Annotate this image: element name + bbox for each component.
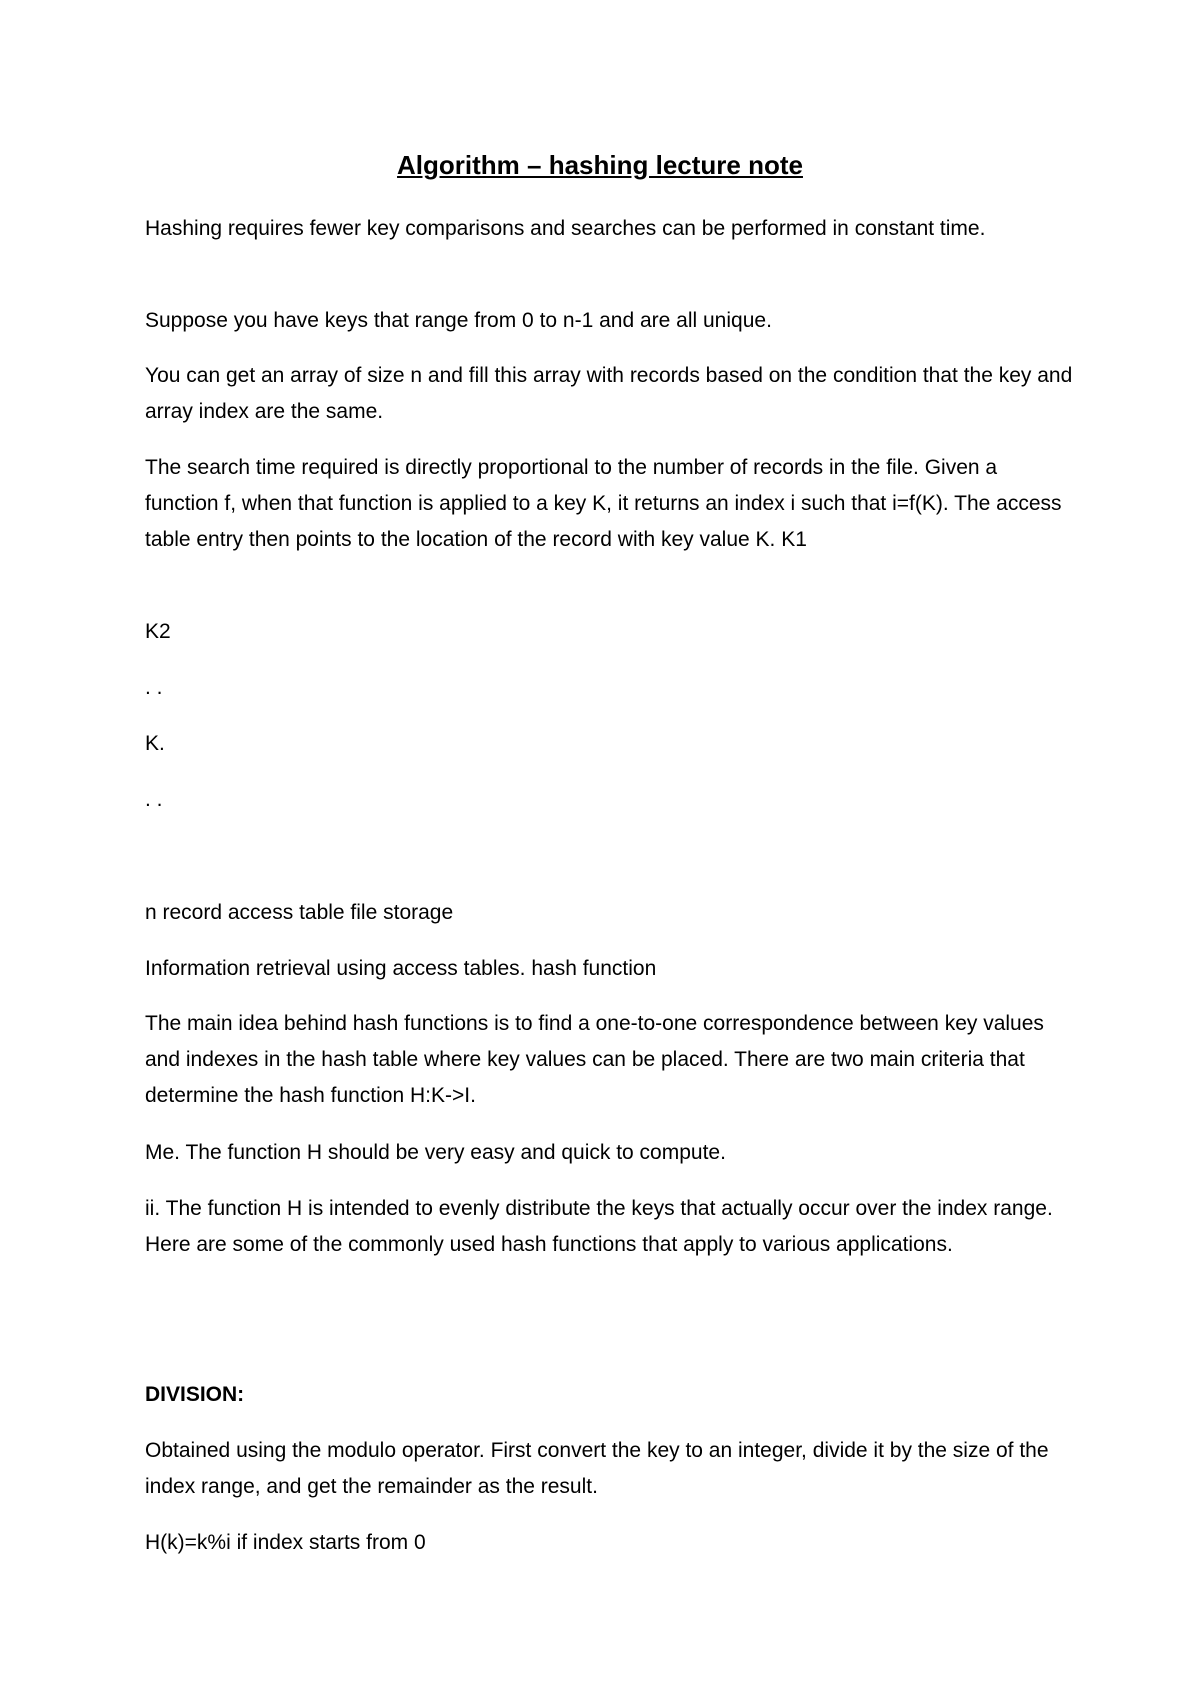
list-item-k2: K2 [145, 620, 171, 643]
list-item-k: K. [145, 732, 165, 755]
paragraph-hashing-intro: Hashing requires fewer key comparisons and searches can be performed in constant time. [145, 217, 986, 240]
paragraph-access-table-label: n record access table file storage [145, 901, 454, 924]
paragraph-keys-range: Suppose you have keys that range from 0 to n-1 and are all unique. [145, 309, 772, 332]
paragraph-information-retrieval: Information retrieval using access tables. hash function [145, 957, 657, 980]
paragraph-criterion-one: Me. The function H should be very easy and quick to compute. [145, 1141, 726, 1164]
paragraph-array-size: You can get an array of size n and fill this array with records based on the condition that the key and array index are the same. [145, 364, 1073, 423]
paragraph-main-idea: The main idea behind hash functions is to find a one-to-one correspondence between key values and indexes in the hash table where key values can be placed. There are two main criteria that determine the hash function H:K->I. [145, 1012, 1044, 1107]
list-item-ellipsis: . . [145, 788, 163, 811]
paragraph-search-time: The search time required is directly proportional to the number of records in the file. Given a function f, when that function is applied to a key K, it returns an index i such that i=f(K). The access table entry then points to the location of the record with key value K. K1 [145, 456, 1062, 551]
paragraph-formula: H(k)=k%i if index starts from 0 [145, 1531, 426, 1554]
document-title: Algorithm – hashing lecture note [397, 150, 803, 180]
paragraph-criterion-two: ii. The function H is intended to evenly distribute the keys that actually occur over the index range. Here are some of the commonly used hash functions that apply to various applications. [145, 1197, 1053, 1256]
list-item-ellipsis: . . [145, 676, 163, 699]
paragraph-modulo: Obtained using the modulo operator. First convert the key to an integer, divide it by the size of the index range, and get the remainder as the result. [145, 1439, 1049, 1498]
section-heading-division: DIVISION: [145, 1383, 245, 1406]
